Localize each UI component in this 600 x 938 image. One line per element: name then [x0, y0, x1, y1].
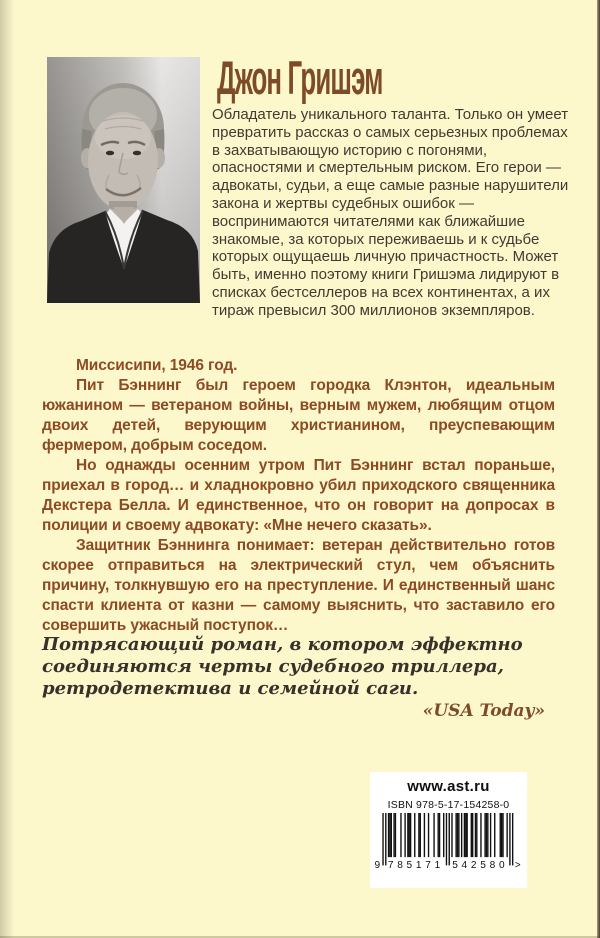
barcode-right-digits: 542580 [451, 860, 505, 870]
author-intro-text: Обладатель уникального таланта. Только он умеет превратить рассказ о самых серьезных проблемах в захватывающую историю с погонями, опасностями и смертельным риском. Его герои — адвокаты, судьи, а еще самые разные нарушители закона и жертвы судебных ошибок — воспринимаются читателями как ближайшие знакомые, за которых переживаешь и к судьбе которых ощущаешь личную причастность. Может быть, именно поэтому книги Гришэма лидируют в списках бестселлеров на всех континентах, а их тираж превысил 300 миллионов экземпляров. [212, 106, 569, 319]
annotation-paragraph: Миссисипи, 1946 год. [76, 357, 238, 374]
annotation-paragraph: Но однажды осенним утром Пит Бэннинг встал пораньше, приехал в город… и хладнокровно убил приходского священника Декстера Белла. И единственное, что он говорит на допросах в полиции и своему адвокату: «Мне нечего сказать». [42, 457, 555, 534]
barcode-quiet-zone-mark: > [514, 860, 521, 870]
author-portrait-illustration [47, 57, 200, 303]
review-quote: Потрясающий роман, в котором эффектно соединяются черты судебного триллера, ретродетектива и семейной саги. [42, 634, 523, 699]
isbn-label: ISBN 978-5-17-154258-0 [387, 799, 510, 811]
annotation-paragraph: Пит Бэннинг был героем городка Клэнтон, идеальным южанином — ветераном войны, верным мужем, любящим отцом двоих детей, верующим христианином, преуспевающим фермером, добрым соседом. [42, 377, 555, 454]
review-source: «USA Today» [422, 701, 545, 721]
annotation-paragraph: Защитник Бэннинга понимает: ветеран действительно готов скорее отправиться на электрический стул, чем объяснить причину, толкнувшую его на преступление. И единственный шанс спасти клиента от казни — самому выяснить, что заставило его совершить ужасный поступок… [42, 537, 555, 634]
left-spine-shadow [0, 0, 14, 938]
author-photo [47, 57, 200, 303]
publisher-website: www.ast.ru [407, 778, 490, 795]
barcode-first-digit: 9 [374, 860, 380, 870]
barcode-left-digits: 785171 [387, 860, 440, 870]
annotation-block [42, 356, 555, 636]
author-name-title: Джон Гришэм [217, 51, 383, 104]
ean13-barcode [373, 813, 525, 870]
barcode-panel [370, 772, 527, 888]
